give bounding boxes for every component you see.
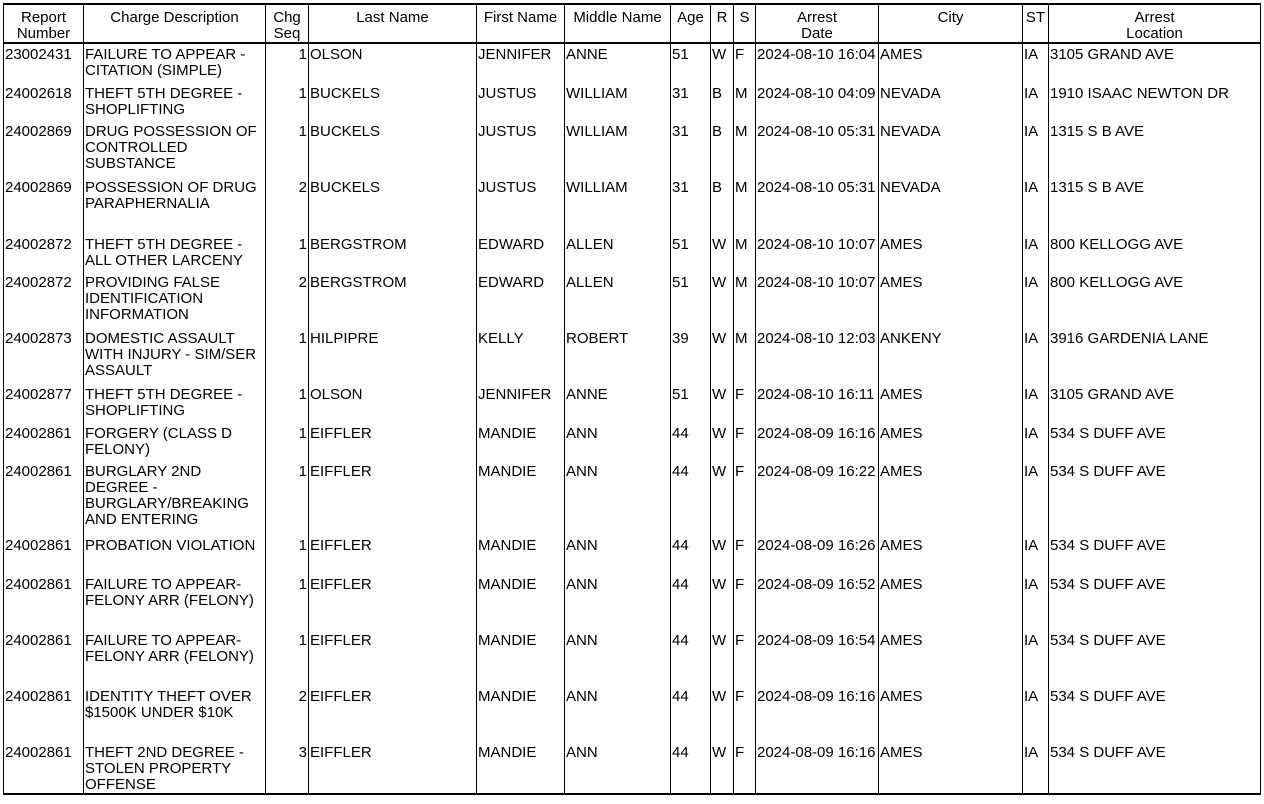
cell-middle-name: ANN bbox=[565, 742, 671, 794]
cell-charge-description: PROBATION VIOLATION bbox=[84, 535, 266, 574]
cell-last-name: EIFFLER bbox=[309, 686, 477, 742]
cell-report-number: 24002873 bbox=[4, 328, 84, 384]
cell-state: IA bbox=[1023, 272, 1049, 328]
cell-chg-seq: 1 bbox=[266, 630, 309, 686]
table-row bbox=[4, 535, 1261, 574]
cell-report-number: 24002861 bbox=[4, 461, 84, 535]
cell-state: IA bbox=[1023, 43, 1049, 83]
cell-arrest-location: 534 S DUFF AVE bbox=[1049, 574, 1261, 630]
cell-race: W bbox=[711, 234, 734, 272]
table-row bbox=[4, 384, 1261, 423]
cell-city: AMES bbox=[879, 461, 1023, 535]
cell-race: W bbox=[711, 43, 734, 83]
cell-first-name: JUSTUS bbox=[477, 121, 565, 177]
cell-arrest-location: 534 S DUFF AVE bbox=[1049, 686, 1261, 742]
cell-city: NEVADA bbox=[879, 83, 1023, 121]
cell-age: 44 bbox=[671, 423, 711, 461]
cell-middle-name: ANN bbox=[565, 630, 671, 686]
cell-sex: F bbox=[734, 535, 756, 574]
cell-report-number: 24002861 bbox=[4, 742, 84, 794]
cell-chg-seq: 1 bbox=[266, 535, 309, 574]
cell-sex: F bbox=[734, 423, 756, 461]
table-row bbox=[4, 742, 1261, 794]
cell-charge-description: POSSESSION OF DRUG PARAPHERNALIA bbox=[84, 177, 266, 234]
cell-charge-description: IDENTITY THEFT OVER $1500K UNDER $10K bbox=[84, 686, 266, 742]
cell-last-name: OLSON bbox=[309, 43, 477, 83]
cell-middle-name: ANN bbox=[565, 535, 671, 574]
col-header-chg-seq: Chg Seq bbox=[266, 4, 309, 43]
cell-arrest-date: 2024-08-09 16:54 bbox=[756, 630, 879, 686]
col-header-sex: S bbox=[734, 4, 756, 43]
cell-middle-name: ANNE bbox=[565, 43, 671, 83]
cell-chg-seq: 1 bbox=[266, 384, 309, 423]
cell-sex: F bbox=[734, 461, 756, 535]
cell-middle-name: WILLIAM bbox=[565, 177, 671, 234]
cell-middle-name: WILLIAM bbox=[565, 83, 671, 121]
cell-arrest-location: 534 S DUFF AVE bbox=[1049, 535, 1261, 574]
cell-arrest-date: 2024-08-10 10:07 bbox=[756, 234, 879, 272]
cell-age: 51 bbox=[671, 43, 711, 83]
cell-chg-seq: 1 bbox=[266, 461, 309, 535]
cell-last-name: BUCKELS bbox=[309, 83, 477, 121]
cell-state: IA bbox=[1023, 574, 1049, 630]
cell-arrest-location: 1315 S B AVE bbox=[1049, 121, 1261, 177]
cell-age: 31 bbox=[671, 83, 711, 121]
cell-city: AMES bbox=[879, 574, 1023, 630]
cell-age: 31 bbox=[671, 121, 711, 177]
col-header-report-number: Report Number bbox=[4, 4, 84, 43]
cell-charge-description: BURGLARY 2ND DEGREE - BURGLARY/BREAKING AND ENTERING bbox=[84, 461, 266, 535]
cell-age: 51 bbox=[671, 272, 711, 328]
cell-charge-description: DRUG POSSESSION OF CONTROLLED SUBSTANCE bbox=[84, 121, 266, 177]
cell-race: W bbox=[711, 574, 734, 630]
cell-middle-name: ANN bbox=[565, 423, 671, 461]
cell-race: B bbox=[711, 121, 734, 177]
col-header-middle-name: Middle Name bbox=[565, 4, 671, 43]
cell-race: W bbox=[711, 461, 734, 535]
cell-arrest-date: 2024-08-09 16:22 bbox=[756, 461, 879, 535]
cell-chg-seq: 1 bbox=[266, 83, 309, 121]
cell-sex: M bbox=[734, 234, 756, 272]
col-header-arrest-date: Arrest Date bbox=[756, 4, 879, 43]
table-row bbox=[4, 43, 1261, 83]
cell-first-name: JENNIFER bbox=[477, 43, 565, 83]
cell-age: 44 bbox=[671, 742, 711, 794]
cell-chg-seq: 1 bbox=[266, 423, 309, 461]
cell-report-number: 24002861 bbox=[4, 686, 84, 742]
col-header-age: Age bbox=[671, 4, 711, 43]
cell-first-name: MANDIE bbox=[477, 630, 565, 686]
cell-race: W bbox=[711, 423, 734, 461]
cell-arrest-location: 800 KELLOGG AVE bbox=[1049, 272, 1261, 328]
table-row bbox=[4, 630, 1261, 686]
cell-arrest-date: 2024-08-10 04:09 bbox=[756, 83, 879, 121]
cell-arrest-location: 3105 GRAND AVE bbox=[1049, 384, 1261, 423]
cell-race: W bbox=[711, 328, 734, 384]
cell-arrest-date: 2024-08-10 16:04 bbox=[756, 43, 879, 83]
cell-arrest-location: 534 S DUFF AVE bbox=[1049, 423, 1261, 461]
cell-arrest-date: 2024-08-10 16:11 bbox=[756, 384, 879, 423]
cell-sex: M bbox=[734, 177, 756, 234]
cell-city: AMES bbox=[879, 630, 1023, 686]
cell-last-name: EIFFLER bbox=[309, 630, 477, 686]
table-row bbox=[4, 574, 1261, 630]
cell-state: IA bbox=[1023, 423, 1049, 461]
cell-charge-description: FAILURE TO APPEAR - CITATION (SIMPLE) bbox=[84, 43, 266, 83]
cell-middle-name: ALLEN bbox=[565, 234, 671, 272]
cell-report-number: 24002861 bbox=[4, 423, 84, 461]
cell-state: IA bbox=[1023, 742, 1049, 794]
cell-sex: F bbox=[734, 574, 756, 630]
cell-last-name: BERGSTROM bbox=[309, 234, 477, 272]
cell-city: AMES bbox=[879, 234, 1023, 272]
cell-report-number: 24002618 bbox=[4, 83, 84, 121]
cell-last-name: EIFFLER bbox=[309, 574, 477, 630]
cell-sex: M bbox=[734, 272, 756, 328]
cell-city: AMES bbox=[879, 43, 1023, 83]
cell-chg-seq: 2 bbox=[266, 177, 309, 234]
cell-arrest-location: 1315 S B AVE bbox=[1049, 177, 1261, 234]
cell-age: 44 bbox=[671, 535, 711, 574]
table-row bbox=[4, 272, 1261, 328]
col-header-city: City bbox=[879, 4, 1023, 43]
cell-sex: F bbox=[734, 630, 756, 686]
cell-arrest-date: 2024-08-09 16:16 bbox=[756, 742, 879, 794]
cell-sex: F bbox=[734, 742, 756, 794]
cell-arrest-location: 534 S DUFF AVE bbox=[1049, 461, 1261, 535]
cell-middle-name: ANNE bbox=[565, 384, 671, 423]
cell-report-number: 24002869 bbox=[4, 121, 84, 177]
cell-age: 44 bbox=[671, 461, 711, 535]
cell-middle-name: ALLEN bbox=[565, 272, 671, 328]
cell-arrest-location: 3916 GARDENIA LANE bbox=[1049, 328, 1261, 384]
cell-sex: F bbox=[734, 43, 756, 83]
cell-charge-description: DOMESTIC ASSAULT WITH INJURY - SIM/SER ASSAULT bbox=[84, 328, 266, 384]
cell-last-name: HILPIPRE bbox=[309, 328, 477, 384]
cell-city: AMES bbox=[879, 272, 1023, 328]
cell-race: W bbox=[711, 686, 734, 742]
cell-report-number: 23002431 bbox=[4, 43, 84, 83]
cell-last-name: BERGSTROM bbox=[309, 272, 477, 328]
cell-sex: M bbox=[734, 83, 756, 121]
cell-charge-description: FORGERY (CLASS D FELONY) bbox=[84, 423, 266, 461]
cell-middle-name: ANN bbox=[565, 686, 671, 742]
cell-arrest-location: 534 S DUFF AVE bbox=[1049, 630, 1261, 686]
cell-report-number: 24002861 bbox=[4, 630, 84, 686]
cell-age: 51 bbox=[671, 234, 711, 272]
cell-state: IA bbox=[1023, 535, 1049, 574]
cell-arrest-location: 3105 GRAND AVE bbox=[1049, 43, 1261, 83]
col-header-first-name: First Name bbox=[477, 4, 565, 43]
table-body bbox=[4, 43, 1261, 794]
cell-arrest-location: 800 KELLOGG AVE bbox=[1049, 234, 1261, 272]
cell-report-number: 24002877 bbox=[4, 384, 84, 423]
arrest-report-table bbox=[3, 3, 1261, 795]
cell-city: AMES bbox=[879, 423, 1023, 461]
cell-first-name: JENNIFER bbox=[477, 384, 565, 423]
cell-city: AMES bbox=[879, 535, 1023, 574]
cell-arrest-location: 534 S DUFF AVE bbox=[1049, 742, 1261, 794]
cell-chg-seq: 1 bbox=[266, 43, 309, 83]
cell-race: W bbox=[711, 384, 734, 423]
cell-first-name: MANDIE bbox=[477, 461, 565, 535]
cell-arrest-date: 2024-08-09 16:16 bbox=[756, 686, 879, 742]
cell-sex: F bbox=[734, 384, 756, 423]
cell-state: IA bbox=[1023, 177, 1049, 234]
cell-city: AMES bbox=[879, 686, 1023, 742]
cell-arrest-date: 2024-08-09 16:26 bbox=[756, 535, 879, 574]
cell-age: 31 bbox=[671, 177, 711, 234]
cell-first-name: EDWARD bbox=[477, 234, 565, 272]
table-row bbox=[4, 83, 1261, 121]
cell-sex: M bbox=[734, 121, 756, 177]
cell-city: NEVADA bbox=[879, 177, 1023, 234]
cell-report-number: 24002861 bbox=[4, 574, 84, 630]
cell-last-name: BUCKELS bbox=[309, 121, 477, 177]
cell-first-name: MANDIE bbox=[477, 686, 565, 742]
cell-first-name: KELLY bbox=[477, 328, 565, 384]
cell-race: W bbox=[711, 535, 734, 574]
cell-last-name: EIFFLER bbox=[309, 423, 477, 461]
cell-chg-seq: 1 bbox=[266, 328, 309, 384]
cell-first-name: JUSTUS bbox=[477, 177, 565, 234]
cell-arrest-date: 2024-08-09 16:52 bbox=[756, 574, 879, 630]
header-row bbox=[4, 4, 1261, 43]
cell-report-number: 24002861 bbox=[4, 535, 84, 574]
cell-chg-seq: 2 bbox=[266, 272, 309, 328]
col-header-race: R bbox=[711, 4, 734, 43]
cell-age: 44 bbox=[671, 630, 711, 686]
cell-arrest-date: 2024-08-10 05:31 bbox=[756, 177, 879, 234]
cell-age: 39 bbox=[671, 328, 711, 384]
cell-arrest-date: 2024-08-10 10:07 bbox=[756, 272, 879, 328]
cell-arrest-location: 1910 ISAAC NEWTON DR bbox=[1049, 83, 1261, 121]
cell-city: NEVADA bbox=[879, 121, 1023, 177]
cell-last-name: OLSON bbox=[309, 384, 477, 423]
cell-state: IA bbox=[1023, 83, 1049, 121]
cell-state: IA bbox=[1023, 461, 1049, 535]
cell-first-name: MANDIE bbox=[477, 742, 565, 794]
col-header-arrest-location: Arrest Location bbox=[1049, 4, 1261, 43]
cell-charge-description: FAILURE TO APPEAR-FELONY ARR (FELONY) bbox=[84, 630, 266, 686]
cell-age: 51 bbox=[671, 384, 711, 423]
cell-city: AMES bbox=[879, 742, 1023, 794]
cell-chg-seq: 1 bbox=[266, 234, 309, 272]
cell-state: IA bbox=[1023, 234, 1049, 272]
cell-middle-name: ANN bbox=[565, 574, 671, 630]
cell-arrest-date: 2024-08-09 16:16 bbox=[756, 423, 879, 461]
cell-chg-seq: 1 bbox=[266, 574, 309, 630]
cell-state: IA bbox=[1023, 328, 1049, 384]
cell-last-name: EIFFLER bbox=[309, 461, 477, 535]
cell-charge-description: FAILURE TO APPEAR-FELONY ARR (FELONY) bbox=[84, 574, 266, 630]
cell-race: W bbox=[711, 630, 734, 686]
cell-charge-description: THEFT 5TH DEGREE - SHOPLIFTING bbox=[84, 83, 266, 121]
table-row bbox=[4, 234, 1261, 272]
table-row bbox=[4, 461, 1261, 535]
cell-arrest-date: 2024-08-10 05:31 bbox=[756, 121, 879, 177]
cell-charge-description: THEFT 5TH DEGREE - SHOPLIFTING bbox=[84, 384, 266, 423]
table-row bbox=[4, 328, 1261, 384]
cell-state: IA bbox=[1023, 384, 1049, 423]
cell-city: AMES bbox=[879, 384, 1023, 423]
cell-last-name: EIFFLER bbox=[309, 742, 477, 794]
table-row bbox=[4, 177, 1261, 234]
cell-first-name: MANDIE bbox=[477, 423, 565, 461]
cell-report-number: 24002872 bbox=[4, 272, 84, 328]
cell-first-name: EDWARD bbox=[477, 272, 565, 328]
col-header-charge-description: Charge Description bbox=[84, 4, 266, 43]
cell-last-name: BUCKELS bbox=[309, 177, 477, 234]
cell-middle-name: ROBERT bbox=[565, 328, 671, 384]
table-row bbox=[4, 423, 1261, 461]
cell-chg-seq: 1 bbox=[266, 121, 309, 177]
table-row bbox=[4, 121, 1261, 177]
cell-sex: M bbox=[734, 328, 756, 384]
cell-charge-description: PROVIDING FALSE IDENTIFICATION INFORMATION bbox=[84, 272, 266, 328]
table-row bbox=[4, 686, 1261, 742]
cell-chg-seq: 3 bbox=[266, 742, 309, 794]
cell-race: B bbox=[711, 83, 734, 121]
cell-sex: F bbox=[734, 686, 756, 742]
cell-chg-seq: 2 bbox=[266, 686, 309, 742]
col-header-last-name: Last Name bbox=[309, 4, 477, 43]
cell-city: ANKENY bbox=[879, 328, 1023, 384]
cell-last-name: EIFFLER bbox=[309, 535, 477, 574]
cell-arrest-date: 2024-08-10 12:03 bbox=[756, 328, 879, 384]
cell-state: IA bbox=[1023, 121, 1049, 177]
cell-charge-description: THEFT 2ND DEGREE - STOLEN PROPERTY OFFENSE bbox=[84, 742, 266, 794]
cell-race: W bbox=[711, 742, 734, 794]
cell-first-name: MANDIE bbox=[477, 535, 565, 574]
cell-middle-name: ANN bbox=[565, 461, 671, 535]
cell-state: IA bbox=[1023, 686, 1049, 742]
cell-age: 44 bbox=[671, 686, 711, 742]
cell-report-number: 24002872 bbox=[4, 234, 84, 272]
cell-race: B bbox=[711, 177, 734, 234]
cell-middle-name: WILLIAM bbox=[565, 121, 671, 177]
cell-first-name: JUSTUS bbox=[477, 83, 565, 121]
col-header-state: ST bbox=[1023, 4, 1049, 43]
cell-charge-description: THEFT 5TH DEGREE - ALL OTHER LARCENY bbox=[84, 234, 266, 272]
cell-age: 44 bbox=[671, 574, 711, 630]
cell-first-name: MANDIE bbox=[477, 574, 565, 630]
cell-state: IA bbox=[1023, 630, 1049, 686]
cell-race: W bbox=[711, 272, 734, 328]
cell-report-number: 24002869 bbox=[4, 177, 84, 234]
